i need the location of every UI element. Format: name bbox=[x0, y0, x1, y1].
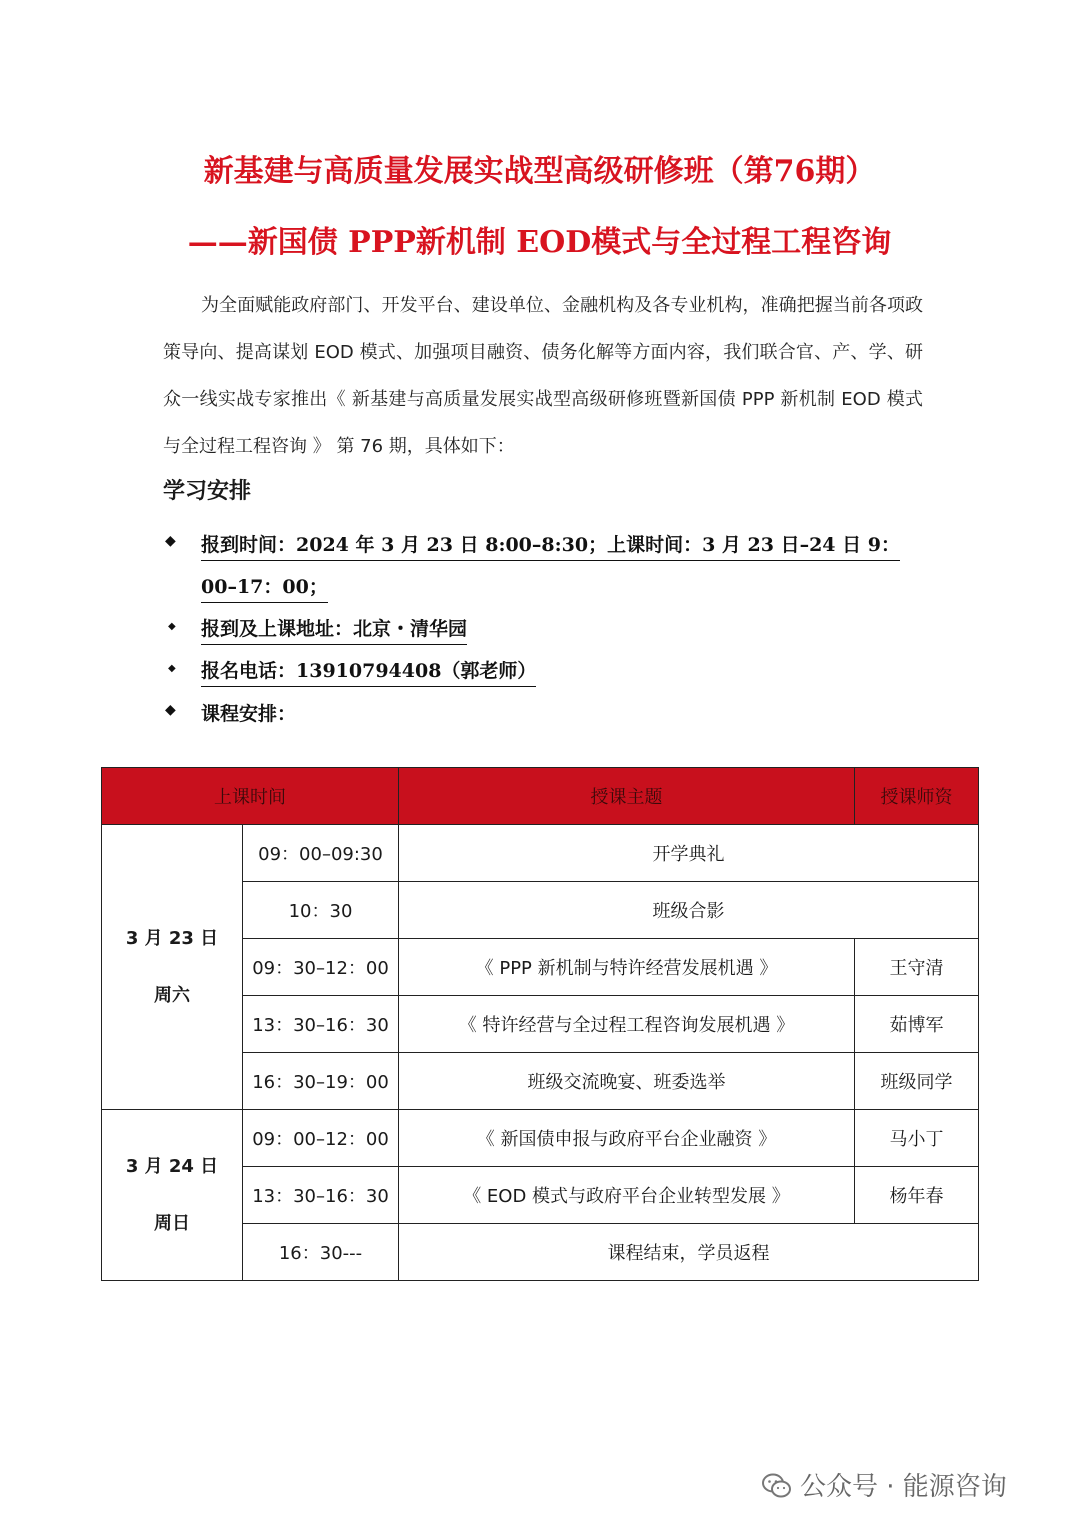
day-weekday: 周六 bbox=[154, 985, 190, 1006]
diamond-bullet-icon: ◆ bbox=[168, 663, 176, 674]
topic-cell: 班级合影 bbox=[399, 882, 979, 939]
footer-watermark bbox=[762, 1466, 1007, 1503]
section-title: 学习安排 bbox=[163, 479, 252, 504]
header-teacher: 授课师资 bbox=[855, 768, 979, 825]
time-cell: 16：30–19：00 bbox=[243, 1053, 399, 1110]
topic-cell: 班级交流晚宴、班委选举 bbox=[399, 1053, 855, 1110]
day-date: 3 月 23 日 bbox=[125, 928, 219, 949]
title-line-2: ——新国债 PPP新机制 EOD模式与全过程工程咨询 bbox=[187, 225, 892, 260]
footer-text: 公众号 · 能源咨询 bbox=[800, 1472, 1007, 1502]
topic-cell: 《 新国债申报与政府平台企业融资 》 bbox=[399, 1110, 855, 1167]
time-cell: 09：30–12：00 bbox=[243, 939, 399, 996]
wechat-icon bbox=[762, 1473, 792, 1499]
registration-text-cont: 00–17：00； bbox=[201, 572, 328, 603]
topic-cell: 开学典礼 bbox=[399, 825, 979, 882]
table-header-row bbox=[102, 768, 979, 825]
day-cell-1 bbox=[102, 825, 243, 1110]
topic-cell: 课程结束，学员返程 bbox=[399, 1224, 979, 1281]
time-cell: 09：00–09:30 bbox=[243, 825, 399, 882]
phone-text: 报名电话：13910794408（郭老师） bbox=[201, 656, 536, 687]
topic-cell: 《 PPP 新机制与特许经营发展机遇 》 bbox=[399, 939, 855, 996]
time-cell: 09：00–12：00 bbox=[243, 1110, 399, 1167]
teacher-cell: 茹博军 bbox=[855, 996, 979, 1053]
time-cell: 13：30–16：30 bbox=[243, 996, 399, 1053]
teacher-cell: 王守清 bbox=[855, 939, 979, 996]
intro-text: 为全面赋能政府部门、开发平台、建设单位、金融机构及各专业机构，准确把握当前各项政策导向、提高谋划 EOD 模式、加强项目融资、债务化解等方面内容，我们联合官、产、学、研众一线实战专家推出《 新基建与高质量发展实战型高级研修班暨新国债 PPP 新机制 EOD 模式与全过程工程咨询 》 第 76 期，具体如下： bbox=[163, 295, 923, 457]
time-cell: 16：30--- bbox=[243, 1224, 399, 1281]
day-weekday: 周日 bbox=[154, 1213, 190, 1234]
day-cell-2 bbox=[102, 1110, 243, 1281]
day-date: 3 月 24 日 bbox=[125, 1156, 219, 1177]
header-time: 上课时间 bbox=[102, 768, 399, 825]
table-row bbox=[102, 825, 979, 882]
teacher-cell: 杨年春 bbox=[855, 1167, 979, 1224]
diamond-bullet-icon: ◆ bbox=[165, 702, 176, 718]
teacher-cell: 班级同学 bbox=[855, 1053, 979, 1110]
diamond-bullet-icon: ◆ bbox=[165, 533, 176, 549]
registration-text: 报到时间：2024 年 3 月 23 日 8:00–8:30；上课时间：3 月 23 日–24 日 9： bbox=[201, 530, 900, 561]
location-text: 报到及上课地址：北京・清华园 bbox=[201, 614, 467, 645]
intro-paragraph bbox=[163, 282, 923, 470]
schedule-table bbox=[101, 767, 979, 1281]
header-topic: 授课主题 bbox=[399, 768, 855, 825]
topic-cell: 《 特许经营与全过程工程咨询发展机遇 》 bbox=[399, 996, 855, 1053]
teacher-cell: 马小丁 bbox=[855, 1110, 979, 1167]
diamond-bullet-icon: ◆ bbox=[168, 621, 176, 632]
time-cell: 10：30 bbox=[243, 882, 399, 939]
title-line-1: 新基建与高质量发展实战型高级研修班（第76期） bbox=[203, 154, 876, 189]
time-cell: 13：30–16：30 bbox=[243, 1167, 399, 1224]
schedule-text: 课程安排： bbox=[201, 703, 297, 725]
topic-cell: 《 EOD 模式与政府平台企业转型发展 》 bbox=[399, 1167, 855, 1224]
table-row bbox=[102, 1110, 979, 1167]
